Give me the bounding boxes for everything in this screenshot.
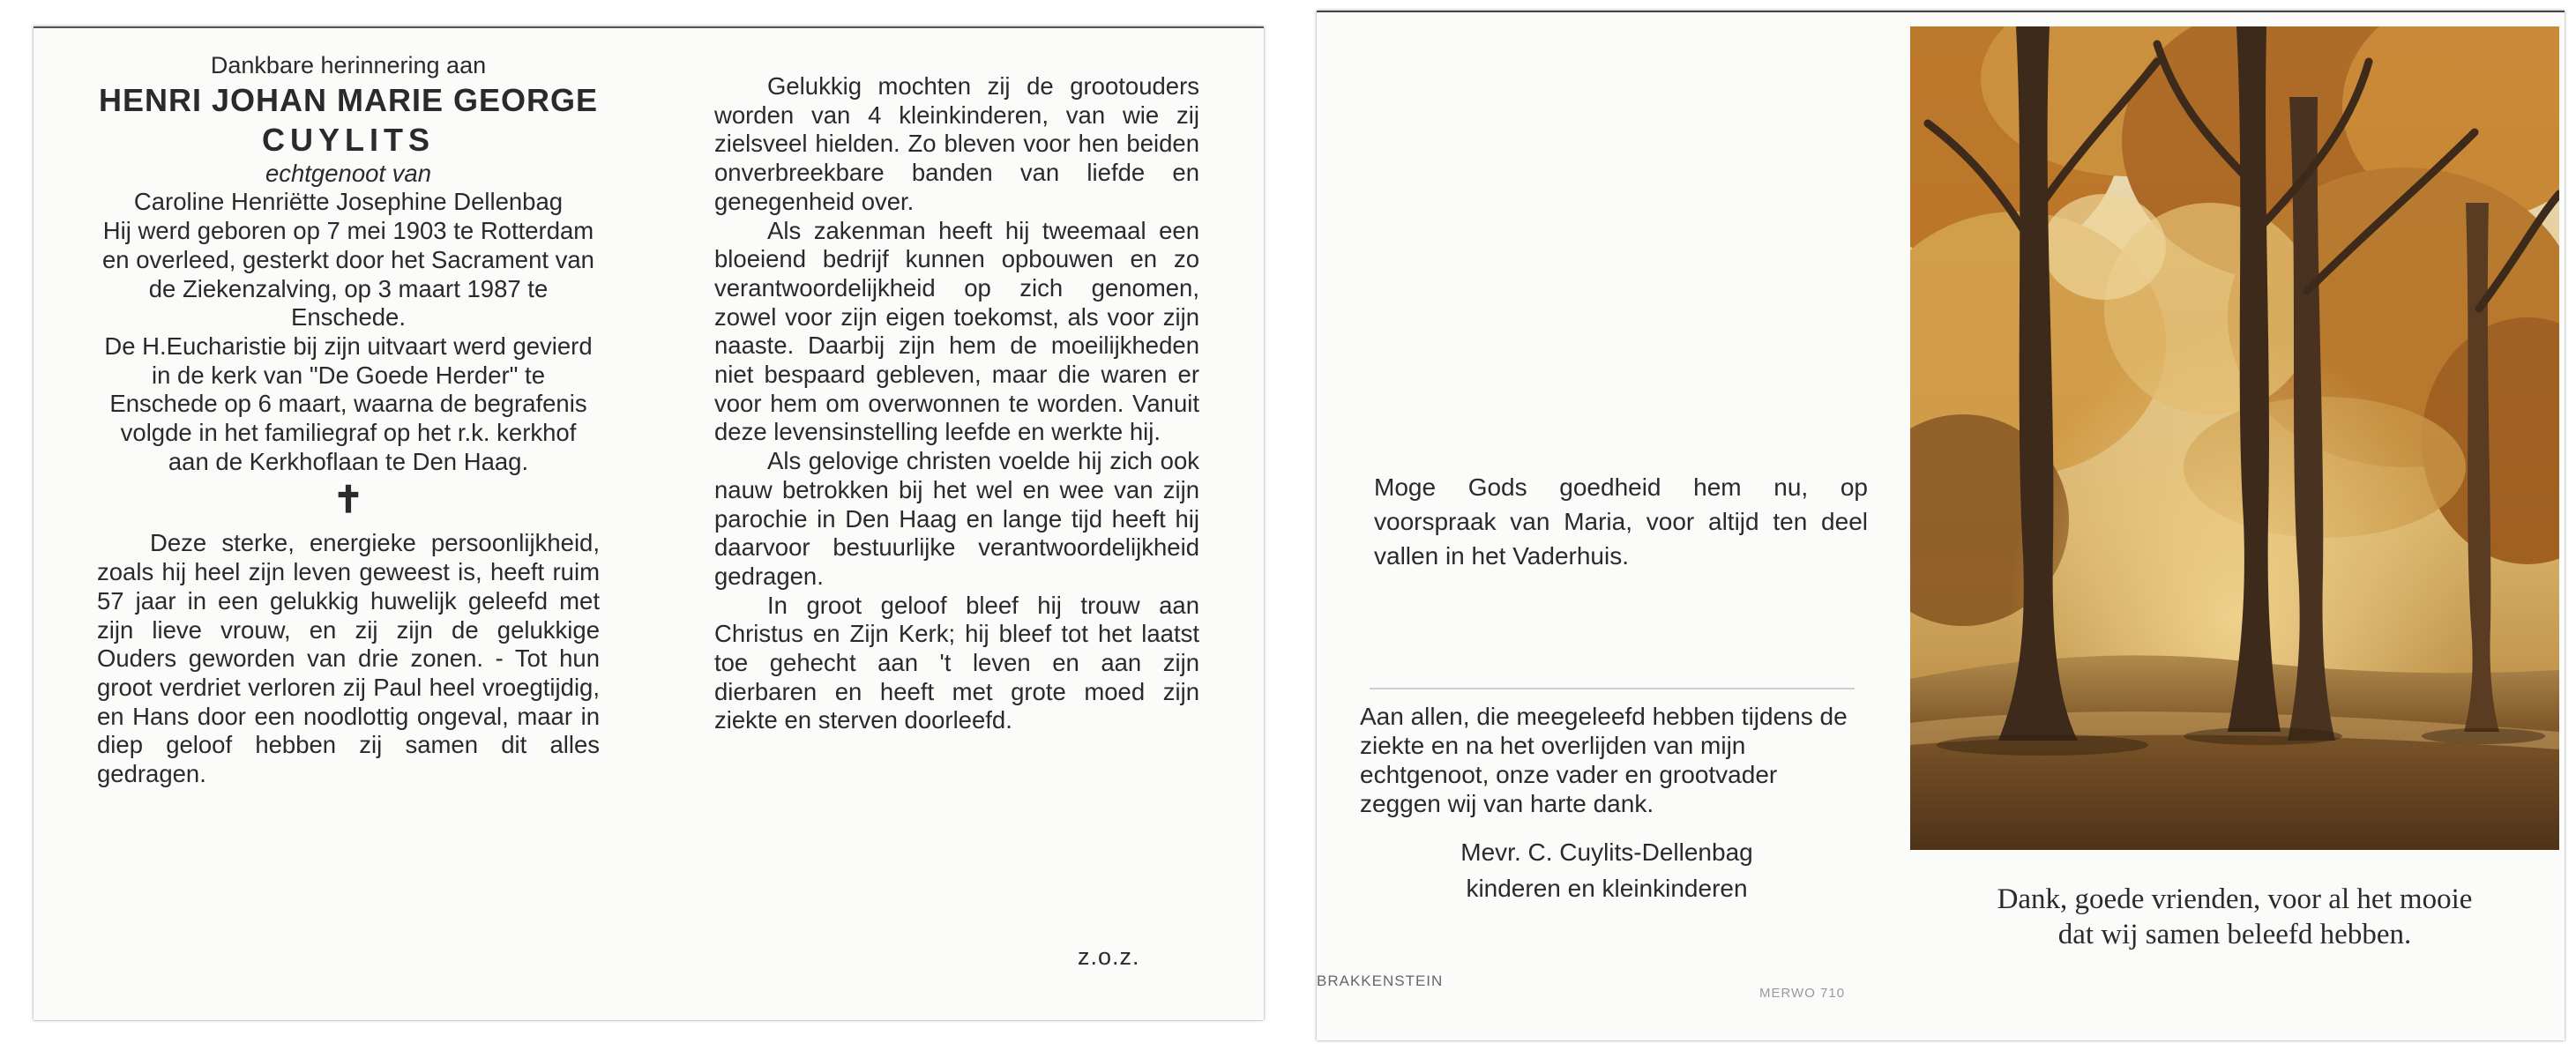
middle-column [714,72,1199,735]
tribute-text: Deze sterke, energieke persoonlijkheid, zoals hij heel zijn leven geweest is, heeft ruim 57 jaar in een gelukkig huwelijk geleefd met zijn lieve vrouw, en zij zijn de gelukkige Ouders geworden van drie zonen. - Tot hun groot verdriet verloren zij Paul heel vroegtijdig, en Hans door een noodlottig ongeval, maar in diep geloof hebben zij samen dit alles gedragen. [97,529,600,788]
quote-line-2: dat wij samen beleefd hebben. [2057,919,2412,950]
prayer-paragraph: Moge Gods goedheid hem nu, op voorspraak van Maria, voor altijd ten deel vallen in het Vaderhuis. [1374,473,1868,570]
left-column [97,51,600,789]
publisher-imprint: BRAKKENSTEIN [1317,972,1444,989]
cross-icon: ✝ [332,479,364,521]
divider [1370,688,1855,689]
signature-block [1360,834,1854,906]
autumn-forest-photo [1910,26,2559,850]
quote-line-1: Dank, goede vrienden, voor al het mooie [1997,883,2473,915]
funeral-text: De H.Eucharistie bij zijn uitvaart werd gevierd in de kerk van "De Goede Herder" te Enschede op 6 maart, waarna de begrafenis volgde in het familiegraf op het r.k. kerkhof aan de Kerkhoflaan te Den Haag. [104,332,593,475]
thanks-text [1360,702,1854,818]
grandchildren-text: Gelukkig mochten zij de grootouders worden van 4 kleinkinderen, van wie zij zielsveel hielden. Zo bleven voor hen beiden onverbreekbare banden van liefde en genegenheid over. [714,72,1199,215]
spouse-name: Caroline Henriëtte Josephine Dellenbag [133,188,564,216]
product-code: MERWO 710 [1759,986,1846,1001]
thanks-paragraph: Aan allen, die meegeleefd hebben tijdens de ziekte en na het overlijden van mijn echtgenoot, onze vader en grootvader zeggen wij van harte dank. [1360,703,1848,817]
intro-text: Dankbare herinnering aan [210,52,487,78]
signature-line-1: Mevr. C. Cuylits-Dellenbag [1460,838,1753,866]
prayer-text [1374,470,1868,573]
spouse-of-label: echtgenoot van [265,159,432,187]
closing-text: In groot geloof bleef hij trouw aan Christus en Zijn Kerk; hij bleef tot het laatst toe gehecht aan 't leven en aan zijn dierbaren en heeft met grote moed zijn ziekte en sterven doorleefd. [714,591,1199,734]
business-text: Als zakenman heeft hij tweemaal een bloeiend bedrijf kunnen opbouwen en zo verantwoordelijkheid op zich genomen, zowel voor zijn eigen toekomst, als voor zijn naaste. Daarbij zijn hem de moeilijkheden niet bespaard gebleven, maar die waren er voor hem om overwonnen te worden. Vanuit deze levensinstelling leefde en werkte hij. [714,216,1199,446]
quote-text [1910,882,2559,952]
birth-death-text: Hij werd geboren op 7 mei 1903 te Rotterdam en overleed, gesterkt door het Sacrament van de Ziekenzalving, op 3 maart 1987 te Enschede. [102,217,594,332]
deceased-name-line1: HENRI JOHAN MARIE GEORGE [98,81,599,118]
faith-text: Als gelovige christen voelde hij zich ook nauw betrokken bij het wel en wee van zijn parochie in Den Haag en lange tijd heeft hij daarvoor bestuurlijke verantwoordelijkheid gedragen. [714,447,1199,590]
deceased-name-line2: CUYLITS [261,121,435,158]
turn-over-note: z.o.z. [1078,943,1140,970]
signature-line-2: kinderen en kleinkinderen [1466,875,1748,902]
